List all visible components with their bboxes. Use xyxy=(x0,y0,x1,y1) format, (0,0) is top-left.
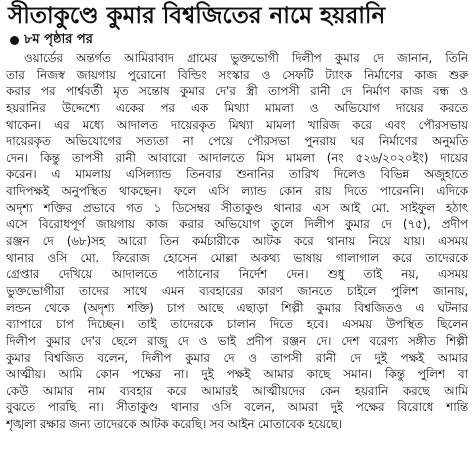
article-line: দিলীপ কুমার দে'র ছেলে রাজু দে ও ভাই প্রদীপ রঞ্জন দে। দেশ বরেণ্য সঙ্গীত শিল্পী xyxy=(6,333,468,348)
continued-from-label: ৮ম পৃষ্ঠার পর xyxy=(24,32,93,47)
article-line: কুমার বিশ্বজিত বলেন, দিলীপ কুমার দে ও তাপসী রানী দে দুই পক্ষই আমার xyxy=(6,350,468,365)
headline: সীতাকুণ্ডে কুমার বিশ্বজিতের নামে হয়রানি xyxy=(8,3,386,29)
article-line: অদৃশ্য শক্তির প্রভাবে গত ১ ডিসেম্বর সীতাকুণ্ড থানার এস আই মো. সাইফুল হঠাৎ xyxy=(6,200,468,215)
article-line: বাদিপক্ষই অনুপস্থিত থাকছেন। ফলে এসি ল্যান্ড কোন রায় দিতে পারেননি। এদিকে xyxy=(6,184,468,199)
article-line: বুঝতে পারছি না। সীতাকুণ্ড থানার ওসি বলেন, আমরা দুই পক্ষের বিরোধে শান্তি xyxy=(6,400,468,415)
article-line: ওয়ার্ডের অন্তর্গত আমিরাবাদ গ্রামের ভুক্তভোগী দিলীপ কুমার দে জানান, তিনি xyxy=(24,51,468,65)
article-line: দেন। কিন্তু তাপসী রানী আবারো আদালতে মিস মামলা (নং ৫২৬/২০২০ইং) দায়ের xyxy=(6,150,468,165)
article-line: আত্মীয়। আমি কোন পক্ষের না। দুই পক্ষই আমার কাছে সমান। কিন্তু পুলিশ বা xyxy=(6,367,468,382)
article-line: শৃঙ্খলা রক্ষার জন্য তাদেরকে আটক করেছি। সব আইন মোতাবেক হয়েছে। xyxy=(6,417,342,432)
article-line: হয়রানির উদ্দেশ্যে একের পর এক মিথ্যা মামলা ও অভিযোগ দায়ের করতে xyxy=(6,100,468,115)
article-line: লন্ডন থেকে (অদৃশ্য শক্তি) চাপ আছে এছাড়া শিল্পী কুমার বিশ্বজিতও এ ঘটনার xyxy=(6,300,468,315)
article-line: করেন। এ মামলায় এসিল্যান্ড তিনবার শুনানির তারিখ দিলেও বিভিন্ন অজুহাতে xyxy=(6,167,468,182)
article-line: করার পর পার্শ্ববর্তী মৃত সন্তোষ কুমার দে'র স্ত্রী তাপসী রানী দে নির্মাণ কাজ বন্ধ ও xyxy=(6,84,468,99)
article-line: থানার ওসি মো. ফিরোজ হোসেন মোল্লা অকথ্য ভাষায় গালাগাল করে তাদেরকে xyxy=(6,250,468,265)
article-line: এসে বিরোধপূর্ণ জায়গায় কাজ করার অভিযোগ তুলে দিলীপ কুমার দে (৭৫), প্রদীপ xyxy=(6,217,468,232)
article-line: রঞ্জন দে (৬৮)সহ আরো তিন কর্মচারীকে আটক করে থানায় নিয়ে যায়। এসময় xyxy=(6,234,468,249)
article-line: থাকেন। এর মধ্যে আদালত দায়েরকৃত মিথ্যা মামলা খারিজ করে এবং পৌরসভায় xyxy=(6,117,468,132)
bullet-icon xyxy=(10,36,19,45)
article-line: গ্রেপ্তার দেখিয়ে আদালতে পাঠানোর নির্দেশ দেন। শুধু তাই নয়, এসময় xyxy=(6,267,468,282)
article-line: ভুক্তভোগীরা তাদের সাথে এমন ব্যবহারের কারণ জানতে চাইলে পুলিশ জানায়, xyxy=(6,283,468,298)
article-line: দায়েরকৃত অভিযোগের সত্যতা না পেয়ে পৌরসভা পুনরায় ঘর নির্মাণের অনুমতি xyxy=(6,134,468,149)
article-body xyxy=(6,50,468,433)
article-line: কেউ আমার নাম ব্যবহার করে আমারই আত্মীয়দের কেন হয়রানি করছে আমি xyxy=(6,383,468,398)
continued-from-marker xyxy=(10,31,468,49)
article-line: তার নিজস্ব জায়গায় পুরোনো বিল্ডিং সংস্কার ও সেফটি ট্যাংক নির্মাণের কাজ শুরু xyxy=(6,67,468,82)
article-line: ব্যাপারে চাপ দিচ্ছেন। তাই তাদেরকে চালান দিতে হবে। এসময় উপস্থিত ছিলেন xyxy=(6,317,468,332)
